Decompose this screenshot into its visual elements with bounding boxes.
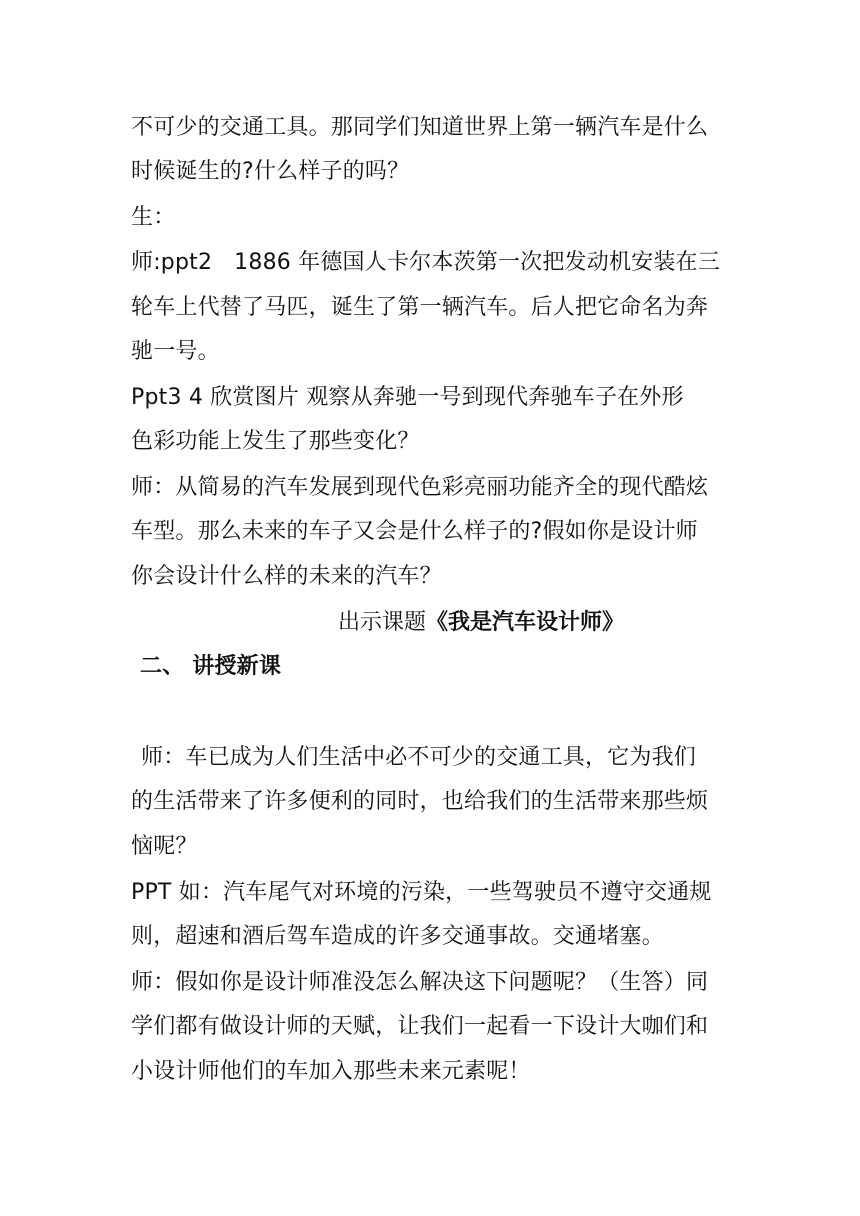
- text-line: 则，超速和酒后驾车造成的许多交通事故。交通堵塞。: [131, 924, 664, 949]
- teacher-ppt-label: 师:ppt2: [131, 250, 213, 275]
- text-line: 恼呢？: [131, 834, 198, 859]
- text-line: 色彩功能上发生了那些变化？: [131, 429, 420, 454]
- text-line: 师：车已成为人们生活中必不可少的交通工具，它为我们: [141, 745, 697, 770]
- text-line: 你会设计什么样的未来的汽车？: [131, 564, 442, 589]
- text-line: 师：假如你是设计师准没怎么解决这下问题呢？（生答）同: [131, 970, 709, 995]
- text-line: 不可少的交通工具。那同学们知道世界上第一辆汽车是什么: [131, 115, 709, 140]
- text-span: 欣赏图片: [210, 385, 300, 410]
- ppt-label: Ppt3 4: [131, 385, 204, 410]
- text-line: 驰一号。: [131, 339, 220, 364]
- text-line: [131, 383, 684, 413]
- text-line: 生：: [131, 205, 176, 230]
- text-line: 小设计师他们的车加入那些未来元素呢！: [131, 1059, 531, 1084]
- text-line: 时候诞生的?什么样子的吗？: [131, 159, 410, 184]
- text-line: PPT 如：汽车尾气对环境的污染，一些驾驶员不遵守交通规: [131, 880, 712, 905]
- text-span: 1886 年德国人卡尔本茨第一次把发动机安装在三: [234, 250, 720, 275]
- topic-prefix: 出示课题: [338, 610, 427, 635]
- text-line: 轮车上代替了马匹，诞生了第一辆汽车。后人把它命名为奔: [131, 295, 709, 320]
- text-line: 车型。那么未来的车子又会是什么样子的?假如你是设计师: [131, 519, 698, 544]
- topic-line: [338, 608, 624, 638]
- text-line: 师：从简易的汽车发展到现代色彩亮丽功能齐全的现代酷炫: [131, 475, 709, 500]
- section-heading: 二、 讲授新课: [140, 654, 282, 679]
- text-line: 的生活带来了许多便利的同时，也给我们的生活带来那些烦: [131, 789, 709, 814]
- text-span: 观察从奔驰一号到现代奔驰车子在外形: [306, 385, 684, 410]
- text-line: [131, 248, 720, 278]
- text-line: 学们都有做设计师的天赋，让我们一起看一下设计大咖们和: [131, 1014, 709, 1039]
- topic-title: 《我是汽车设计师》: [426, 610, 625, 635]
